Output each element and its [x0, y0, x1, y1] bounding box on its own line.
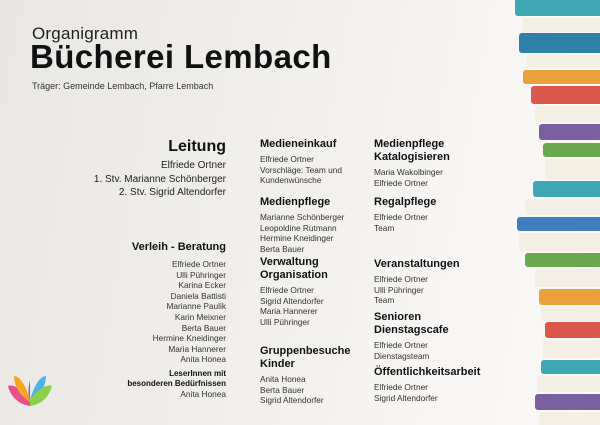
- person: Elfriede Ortner: [374, 382, 428, 392]
- book-pages: [519, 233, 600, 251]
- section-title: Medienpflege: [260, 196, 331, 208]
- book-blue: [517, 217, 600, 231]
- section-title-line1: Verwaltung: [260, 256, 319, 268]
- person: Elfriede Ortner: [172, 259, 226, 269]
- section-title-line2: Dienstagscafe: [374, 324, 449, 336]
- person: Maria Hannerer: [168, 343, 226, 354]
- person: Elfriede Ortner: [260, 154, 314, 164]
- kicker-text: Organigramm: [32, 24, 139, 43]
- book-pages: [545, 159, 600, 179]
- book-pages: [525, 199, 600, 215]
- section-veranstaltungen: [374, 258, 494, 306]
- section-title: Verleih - Beratung: [131, 241, 226, 253]
- section-title-line1: LeserInnen mit: [169, 369, 226, 378]
- book-stack-image: [505, 0, 600, 425]
- section-regalpflege: [374, 196, 494, 233]
- section-title-line1: Medienpflege: [374, 138, 445, 150]
- section-medienpflege: [260, 196, 370, 254]
- section-katalogisieren: [374, 138, 494, 188]
- person: Berta Bauer: [181, 322, 226, 333]
- section-verleih: [100, 241, 226, 365]
- library-logo-icon: [6, 370, 54, 414]
- person: Karin Meixner: [174, 311, 226, 322]
- person: Daniela Battisti: [170, 290, 226, 301]
- person: Anita Honea: [180, 389, 226, 399]
- book-pages: [535, 269, 600, 287]
- section-verwaltung: [260, 256, 370, 327]
- book-pages: [523, 18, 600, 32]
- book-pages: [541, 307, 600, 321]
- book-red: [531, 86, 600, 104]
- person: Berta Bauer: [260, 243, 305, 254]
- section-medieneinkauf: [260, 138, 370, 186]
- person: 2. Stv. Sigrid Altendorfer: [118, 187, 226, 198]
- person: Hermine Kneidinger: [152, 333, 226, 344]
- book-green: [543, 143, 600, 157]
- person: Anita Honea: [260, 374, 306, 384]
- section-title: Leitung: [168, 138, 226, 155]
- book-pages: [535, 106, 600, 122]
- book-purple: [539, 124, 600, 140]
- person: Hermine Kneidinger: [260, 233, 334, 244]
- page-title: Bücherei Lembach: [30, 38, 332, 75]
- person: Maria Hannerer: [260, 306, 318, 317]
- person: Ulli Pühringer: [260, 316, 310, 327]
- section-title-line1: Gruppenbesuche: [260, 345, 351, 357]
- book-pages: [527, 55, 600, 68]
- book-pages: [543, 340, 600, 358]
- person: 1. Stv. Marianne Schönberger: [93, 173, 226, 185]
- section-title: Veranstaltungen: [374, 258, 460, 270]
- person: Elfriede Ortner: [374, 212, 428, 222]
- person: Sigrid Altendorfer: [260, 395, 324, 406]
- section-title-line2: Katalogisieren: [374, 151, 450, 163]
- person: Marianne Paulik: [166, 301, 226, 312]
- person: Marianne Schönberger: [260, 212, 345, 222]
- book-orange: [539, 289, 600, 305]
- traeger-text: Träger: Gemeinde Lembach, Pfarre Lembach: [32, 81, 214, 91]
- section-title: Öffentlichkeitsarbeit: [374, 366, 481, 378]
- book-blue: [519, 33, 600, 53]
- person: Maria Wakolbinger: [374, 167, 443, 177]
- person: Dienstagsteam: [374, 350, 430, 361]
- book-pages: [537, 376, 600, 392]
- person: Elfriede Ortner: [374, 177, 428, 188]
- person: Ulli Pühringer: [176, 269, 226, 280]
- person: Elfriede Ortner: [374, 340, 428, 350]
- person: Karina Ecker: [178, 280, 226, 291]
- person: Elfriede Ortner: [160, 160, 226, 171]
- person: Elfriede Ortner: [260, 285, 314, 295]
- book-green: [525, 253, 600, 267]
- person: Team: [374, 222, 395, 233]
- section-gruppenbesuche: [260, 345, 370, 406]
- person: Sigrid Altendorfer: [260, 295, 324, 306]
- book-red: [545, 322, 600, 338]
- book-pages: [539, 412, 600, 425]
- person: Team: [374, 295, 395, 306]
- book-teal: [515, 0, 600, 16]
- book-teal: [541, 360, 600, 374]
- section-leserinnen: [96, 369, 226, 400]
- section-title-line2: besonderen Bedürfnissen: [127, 379, 226, 388]
- section-leitung: [60, 138, 226, 200]
- section-oeffentlichkeit: [374, 366, 499, 403]
- note: Kundenwünsche: [260, 175, 322, 186]
- section-title: Medieneinkauf: [260, 138, 337, 150]
- section-title-line2: Organisation: [260, 269, 328, 281]
- section-title: Regalpflege: [374, 196, 437, 208]
- person: Berta Bauer: [260, 384, 305, 395]
- section-title-line2: Kinder: [260, 358, 295, 370]
- section-title-line1: Senioren: [374, 311, 422, 323]
- person: Leopoldine Rutmann: [260, 222, 337, 233]
- note: Vorschläge: Team und: [260, 164, 342, 175]
- person: Sigrid Altendorfer: [374, 392, 438, 403]
- book-orange: [523, 70, 600, 84]
- person: Elfriede Ortner: [374, 274, 428, 284]
- book-teal: [533, 181, 600, 197]
- section-senioren: [374, 311, 494, 361]
- person: Ulli Pühringer: [374, 284, 424, 295]
- book-purple: [535, 394, 600, 410]
- person: Anita Honea: [180, 354, 226, 365]
